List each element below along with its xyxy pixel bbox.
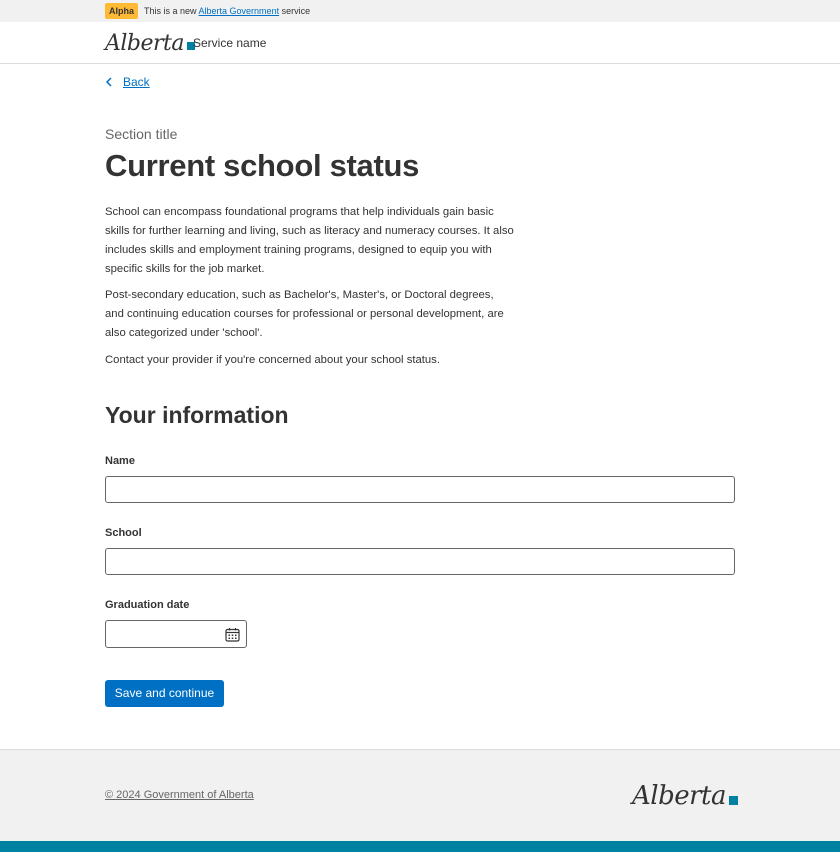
intro-paragraph-1: School can encompass foundational programs that help individuals gain basic skills for further learning and living, such as literacy and numeracy courses. It also includes skills and employment training programs, designed to equip you with specific skills for the job market. — [105, 206, 514, 275]
footer-logo-text: Alberta — [632, 781, 726, 811]
back-link-label: Back — [123, 75, 150, 89]
alpha-text-before: This is a new — [144, 6, 199, 16]
alberta-government-link[interactable]: Alberta Government — [198, 6, 280, 16]
service-name[interactable]: Service name — [193, 36, 267, 50]
site-header — [0, 22, 840, 64]
footer-alberta-logo[interactable] — [632, 780, 738, 812]
alpha-text-after: service — [279, 6, 311, 16]
section-title: Section title — [105, 126, 178, 142]
name-input[interactable] — [105, 476, 735, 503]
page-title: Current school status — [105, 148, 420, 183]
your-information-heading: Your information — [105, 402, 289, 428]
back-link[interactable] — [105, 74, 150, 90]
school-label: School — [105, 527, 142, 539]
alberta-logo-text: Alberta — [105, 30, 184, 56]
alpha-banner — [0, 0, 840, 22]
footer-logo-square — [729, 796, 738, 805]
site-footer — [0, 749, 840, 841]
footer-accent-bar — [0, 841, 840, 852]
calendar-icon[interactable] — [225, 627, 240, 642]
graduation-date-label: Graduation date — [105, 599, 190, 611]
graduation-date-input[interactable] — [105, 620, 247, 648]
intro-paragraph-2: Post-secondary education, such as Bachelor's, Master's, or Doctoral degrees, and continuing education courses for professional or personal development, are also categorized under 'school'. — [105, 289, 504, 339]
chevron-left-icon — [105, 77, 113, 87]
school-input[interactable] — [105, 548, 735, 575]
alpha-banner-text — [144, 5, 310, 17]
intro-paragraph-3: Contact your provider if you're concerned about your school status. — [105, 354, 440, 366]
save-and-continue-button[interactable]: Save and continue — [105, 680, 224, 707]
alberta-logo[interactable] — [105, 29, 195, 57]
name-label: Name — [105, 455, 135, 467]
alpha-badge: Alpha — [105, 3, 138, 19]
copyright-link[interactable]: © 2024 Government of Alberta — [105, 789, 254, 801]
